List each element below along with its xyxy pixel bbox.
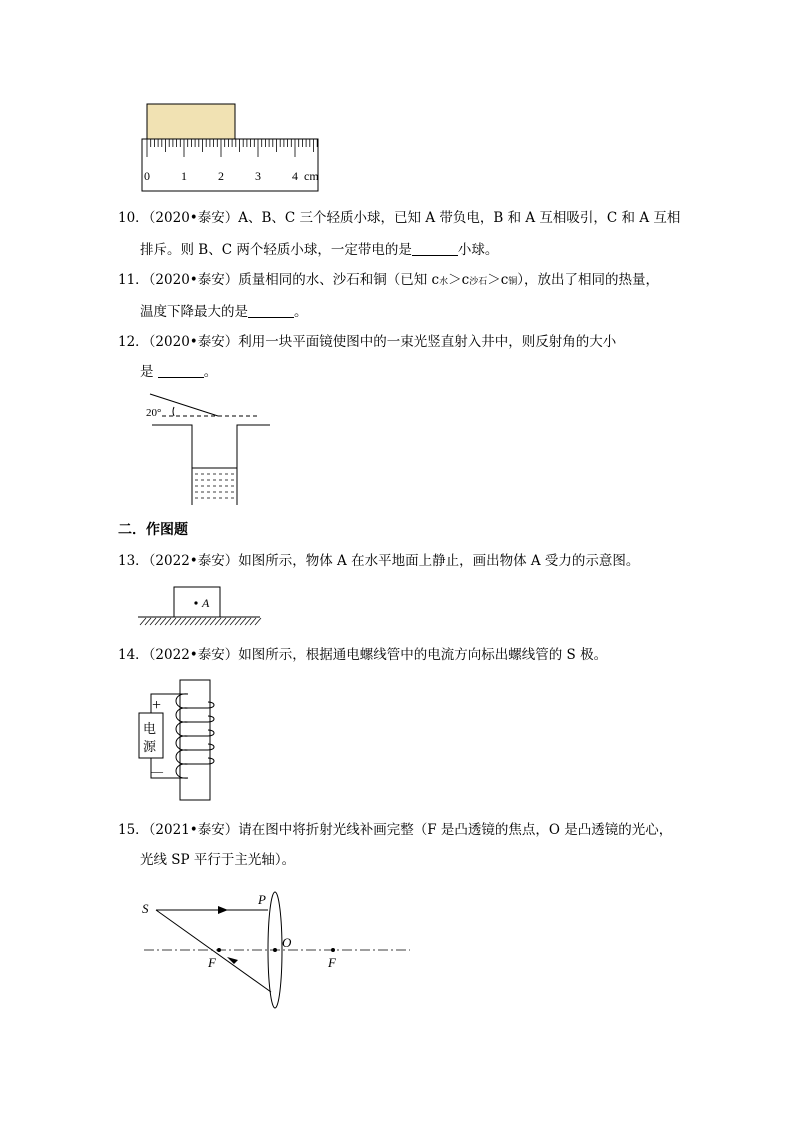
q12-line2: 是 <box>140 364 158 380</box>
ground-hatch-line <box>225 618 231 625</box>
ground-hatch-line <box>155 618 161 625</box>
power-char-1: 电 <box>143 721 157 736</box>
q10-line1: 10．（2020•泰安）A、B、C 三个轻质小球，已知 A 带负电，B 和 A 互相吸引，C 和 A 互相 <box>118 210 681 226</box>
ground-hatch-line <box>175 618 181 625</box>
ground-hatch-line <box>185 618 191 625</box>
ground-hatch-line <box>245 618 251 625</box>
ground-hatch-line <box>235 618 241 625</box>
ground-hatch-line <box>240 618 246 625</box>
label-f-right: F <box>328 955 336 970</box>
ground-hatch <box>140 618 261 625</box>
label-o: O <box>282 935 292 950</box>
q10-line2-end: 小球。 <box>457 242 499 258</box>
ray-through-f <box>156 910 271 992</box>
ruler-label-2: 2 <box>218 169 224 183</box>
q11-sub-water: 水 <box>439 277 449 287</box>
q11-sub-copper: 铜 <box>508 277 518 287</box>
ray-through-f-arrow <box>227 957 238 964</box>
ruler-ticks <box>147 139 317 157</box>
question-10 <box>118 208 680 260</box>
ruler-unit: cm <box>304 169 319 183</box>
ruler-figure <box>130 98 330 193</box>
q11-line2: 温度下降最大的是 <box>140 304 248 320</box>
ground-hatch-line <box>220 618 226 625</box>
ground-hatch-line <box>180 618 186 625</box>
label-p: P <box>258 892 266 907</box>
question-11 <box>118 270 659 322</box>
q11-line1a: 11．（2020•泰安）质量相同的水、沙石和铜（已知 c <box>118 272 440 288</box>
optical-center <box>273 948 277 952</box>
plus-terminal: + <box>152 697 162 714</box>
ground-hatch-line <box>145 618 151 625</box>
well-right-wall <box>237 425 270 505</box>
section-title: 二．作图题 <box>118 522 188 538</box>
well-left-wall <box>152 425 192 505</box>
solenoid-core <box>180 680 210 800</box>
q12-line2-end: 。 <box>203 364 218 380</box>
measured-block <box>147 104 235 139</box>
q11-sub-sand: 沙石 <box>469 277 488 287</box>
q11-answer-blank[interactable] <box>248 303 294 318</box>
q10-line2: 排斥。则 B、C 两个轻质小球，一定带电的是 <box>140 242 412 258</box>
ground-hatch-line <box>215 618 221 625</box>
ruler-label-4: 4 <box>292 169 298 183</box>
question-13: 13．（2022•泰安）如图所示，物体 A 在水平地面上静止，画出物体 A 受力的示意图。 <box>118 553 640 569</box>
ground-hatch-line <box>250 618 256 625</box>
label-s: S <box>142 901 149 916</box>
q11-line1b: ），放出了相同的热量， <box>517 272 660 288</box>
ruler-label-0: 0 <box>144 169 150 183</box>
ray-sp-arrow <box>218 906 228 914</box>
block-on-ground-figure <box>136 585 266 630</box>
ruler-label-1: 1 <box>181 169 187 183</box>
q11-line2-end: 。 <box>294 304 308 320</box>
center-dot <box>194 601 197 604</box>
solenoid-figure <box>136 678 226 804</box>
question-12 <box>118 332 616 382</box>
angle-label: 20° <box>146 407 162 419</box>
q11-gt2: ＞c <box>487 272 509 288</box>
question-14: 14．（2022•泰安）如图所示，根据通电螺线管中的电流方向标出螺线管的 S 极。 <box>118 647 608 663</box>
label-f-left: F <box>208 955 216 970</box>
ground-hatch-line <box>200 618 206 625</box>
focal-point-left <box>217 948 221 952</box>
ruler-label-3: 3 <box>255 169 261 183</box>
question-15 <box>118 820 672 870</box>
object-a-label: A <box>202 596 210 610</box>
angle-arc <box>173 407 174 416</box>
q12-line1: 12．（2020•泰安）利用一块平面镜使图中的一束光竖直射入井中，则反射角的大小 <box>118 334 617 350</box>
minus-terminal: — <box>151 764 163 778</box>
power-char-2: 源 <box>143 739 157 754</box>
ground-hatch-line <box>195 618 201 625</box>
ground-hatch-line <box>170 618 176 625</box>
water-hatch <box>195 474 235 498</box>
focal-point-right <box>331 948 335 952</box>
ground-hatch-line <box>190 618 196 625</box>
ground-hatch-line <box>150 618 156 625</box>
convex-lens-figure <box>138 890 418 1015</box>
ground-hatch-line <box>255 618 261 625</box>
ground-hatch-line <box>165 618 171 625</box>
q10-answer-blank[interactable] <box>412 241 458 256</box>
q15-line2: 光线 SP 平行于主光轴）。 <box>140 852 296 868</box>
q12-answer-blank[interactable] <box>158 363 204 378</box>
q11-gt1: ＞c <box>448 272 470 288</box>
ground-hatch-line <box>205 618 211 625</box>
q15-line1: 15．（2021•泰安）请在图中将折射光线补画完整（F 是凸透镜的焦点，O 是凸透镜的光心， <box>118 822 673 838</box>
well-figure <box>140 392 275 510</box>
ground-hatch-line <box>140 618 146 625</box>
ground-hatch-line <box>210 618 216 625</box>
ground-hatch-line <box>230 618 236 625</box>
ground-hatch-line <box>160 618 166 625</box>
